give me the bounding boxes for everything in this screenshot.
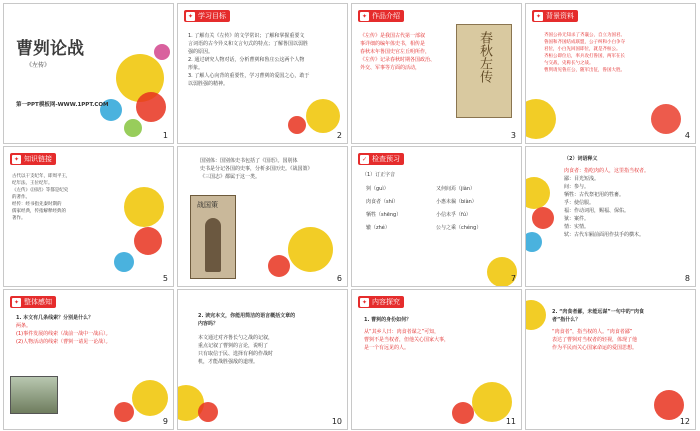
decor-circle xyxy=(532,207,554,229)
decor-circle xyxy=(525,177,550,209)
decor-circle xyxy=(651,104,681,134)
decor-circle xyxy=(654,390,684,420)
slide-body: 2. 读完本文，你能用简洁的语言概括文章的 内容吗？ 本文通过对齐鲁长勺之战的记叙， 重点记叙了曹刿的言论，说明了 只有取信于民、选择有利的作战时 机，才能战胜强敌的道理。 xyxy=(198,313,296,365)
slide-thumbnail-5[interactable] xyxy=(3,146,174,287)
decor-circle xyxy=(124,119,142,137)
section-header: ✓ 检查预习 xyxy=(358,153,404,165)
slide-thumbnail-3[interactable] xyxy=(351,3,522,144)
eye-icon: ✦ xyxy=(13,298,20,306)
slide-body: 古代以干支纪年，即周平王， 纪年法、王位纪年。 《左传》《国语》等都是纪史 的著作。 经传：经书指先秦时期的 儒家经典，传指解释经典的 著作。 xyxy=(12,174,71,221)
decor-circle xyxy=(154,44,170,60)
flag-icon: ✦ xyxy=(187,12,194,20)
slide-number: 10 xyxy=(331,417,342,426)
slide-subheading: （2）词语释义 xyxy=(564,156,598,162)
decor-circle xyxy=(134,227,162,255)
decor-circle xyxy=(114,252,134,272)
decor-circle xyxy=(472,382,512,422)
slide-body: 2. “肉食者鄙，未能远谋”一句中的“肉食 者”指什么？ “肉食者”，指当权的人。“肉食者鄙” 表达了曹刿对当权者的轻视，体现了他 作为平民而关心国家命运的爱国思想。 xyxy=(552,309,644,351)
book-cover-image: 战国策 xyxy=(190,195,236,279)
slide-body: 齐国公孙无知杀了齐襄公，自立为国君。 鲁国和齐国结成联盟，公子纠和小白争夺 君位，小白先回国即位，就是齐桓公。 齐桓公即位后，率兵攻打鲁国，两军在长 勺交战，史称长勺之战。 曹刿请见鲁庄公，随军出征，鲁国大胜。 xyxy=(544,33,625,73)
slide-subtitle: 《左传》 xyxy=(26,62,51,69)
word-list: 刿（guì） 又何间焉（jiàn） 肉食者（shí） 小惠未徧（biàn） 牺牲（shēng） 小信未孚（fú） 辙（zhé） 公与之乘（chéng） xyxy=(366,186,482,231)
illustration-image xyxy=(10,376,58,414)
check-icon: ✓ xyxy=(361,155,368,163)
slide-number: 11 xyxy=(505,417,516,426)
slide-thumbnail-6[interactable] xyxy=(177,146,348,287)
book-icon: ✦ xyxy=(361,12,368,20)
slide-body: 1. 曹刿的身份如何？ 从“其乡人曰：肉食者谋之”可知， 曹刿不是当权者，但他关心国家大事， 是一个有远见的人。 xyxy=(364,317,450,351)
decor-circle xyxy=(288,227,333,272)
slide-thumbnail-10[interactable] xyxy=(177,289,348,430)
decor-circle xyxy=(268,255,290,277)
decor-circle xyxy=(136,92,166,122)
slide-thumbnail-2[interactable] xyxy=(177,3,348,144)
slide-number: 6 xyxy=(336,274,342,283)
decor-circle xyxy=(525,232,542,252)
slide-number: 9 xyxy=(162,417,168,426)
slide-body: 1. 本文有几条线索？分别是什么？ 两条。 (1)事件发展的线索（战前一战中一战后）。 (2)人物活动的线索（曹刿一请见一论战）。 xyxy=(16,315,111,345)
slide-number: 5 xyxy=(162,274,168,283)
slide-body: 国别体：国别体史书包括了《国语》。国别体 史书是分记各国的史事，分析多国历史。《战国策》 《三国志》都属于这一类。 xyxy=(200,158,313,180)
slide-number: 12 xyxy=(679,417,690,426)
decor-circle xyxy=(306,99,340,133)
decor-circle xyxy=(124,187,164,227)
search-icon: ✦ xyxy=(361,298,368,306)
slide-thumbnail-11[interactable] xyxy=(351,289,522,430)
figure-illustration xyxy=(205,218,221,272)
section-header: ✦ 整体感知 xyxy=(10,296,56,308)
decor-circle xyxy=(114,402,134,422)
decor-circle xyxy=(452,402,474,424)
slide-thumbnail-8[interactable] xyxy=(525,146,696,287)
section-header: ✦ 学习目标 xyxy=(184,10,230,22)
decor-circle xyxy=(198,402,218,422)
decor-circle xyxy=(525,99,556,139)
link-icon: ✦ xyxy=(13,155,20,163)
book-cover-image: 春秋左传 xyxy=(456,24,512,118)
scroll-icon: ✦ xyxy=(535,12,542,20)
slide-thumbnail-4[interactable] xyxy=(525,3,696,144)
slide-thumbnail-7[interactable] xyxy=(351,146,522,287)
slide-number: 4 xyxy=(684,131,690,140)
slide-footer: 第一PPT模板网-WWW.1PPT.COM xyxy=(16,102,109,108)
section-header: ✦ 背景资料 xyxy=(532,10,578,22)
slide-number: 3 xyxy=(510,131,516,140)
slide-body: 1. 了解有关《左传》的文学常识；了解和掌握重要文 言词语的古今异义和文言句式的特点；了解鲁国以弱胜 强的原因。 2. 通过研究人物对话，分析曹刿和鲁庄公这两个人物 形象。 3. 了解人心向背的重要性，学习曹刿的爱国之心，敢于 以弱胜强的精神。 xyxy=(188,33,310,87)
section-header: ✦ 内容探究 xyxy=(358,296,404,308)
decor-circle xyxy=(288,116,306,134)
slide-title: 曹刿论战 xyxy=(16,39,84,59)
word-list: 肉食者：指吃肉的人，这里指当权者。 鄙：目光短浅。 间：参与。 牺牲：古代祭祀用的牲畜。 孚：使信服。 福：作动词用，赐福、保佑。 狱：案件。 情：实情。 轼：古代车厢前面用作扶手的横木。 xyxy=(564,168,650,238)
slide-thumbnail-9[interactable] xyxy=(3,289,174,430)
slide-body: 《左传》是我国古代第一部叙 事详细的编年体史书，相传是 春秋末年鲁国史官左丘明所作， 《左传》记录春秋时期各国政治、 外交、军事等方面的活动， xyxy=(360,33,436,71)
slide-thumbnail-12[interactable] xyxy=(525,289,696,430)
section-header: ✦ 知识链接 xyxy=(10,153,56,165)
slide-thumbnail-1[interactable] xyxy=(3,3,174,144)
slide-subheading: （1）订正字音 xyxy=(362,172,396,178)
slide-number: 7 xyxy=(510,274,516,283)
slide-number: 8 xyxy=(684,274,690,283)
decor-circle xyxy=(132,380,168,416)
section-header: ✦ 作品介绍 xyxy=(358,10,404,22)
slide-number: 2 xyxy=(336,131,342,140)
decor-circle xyxy=(525,300,546,330)
slide-number: 1 xyxy=(162,131,168,140)
